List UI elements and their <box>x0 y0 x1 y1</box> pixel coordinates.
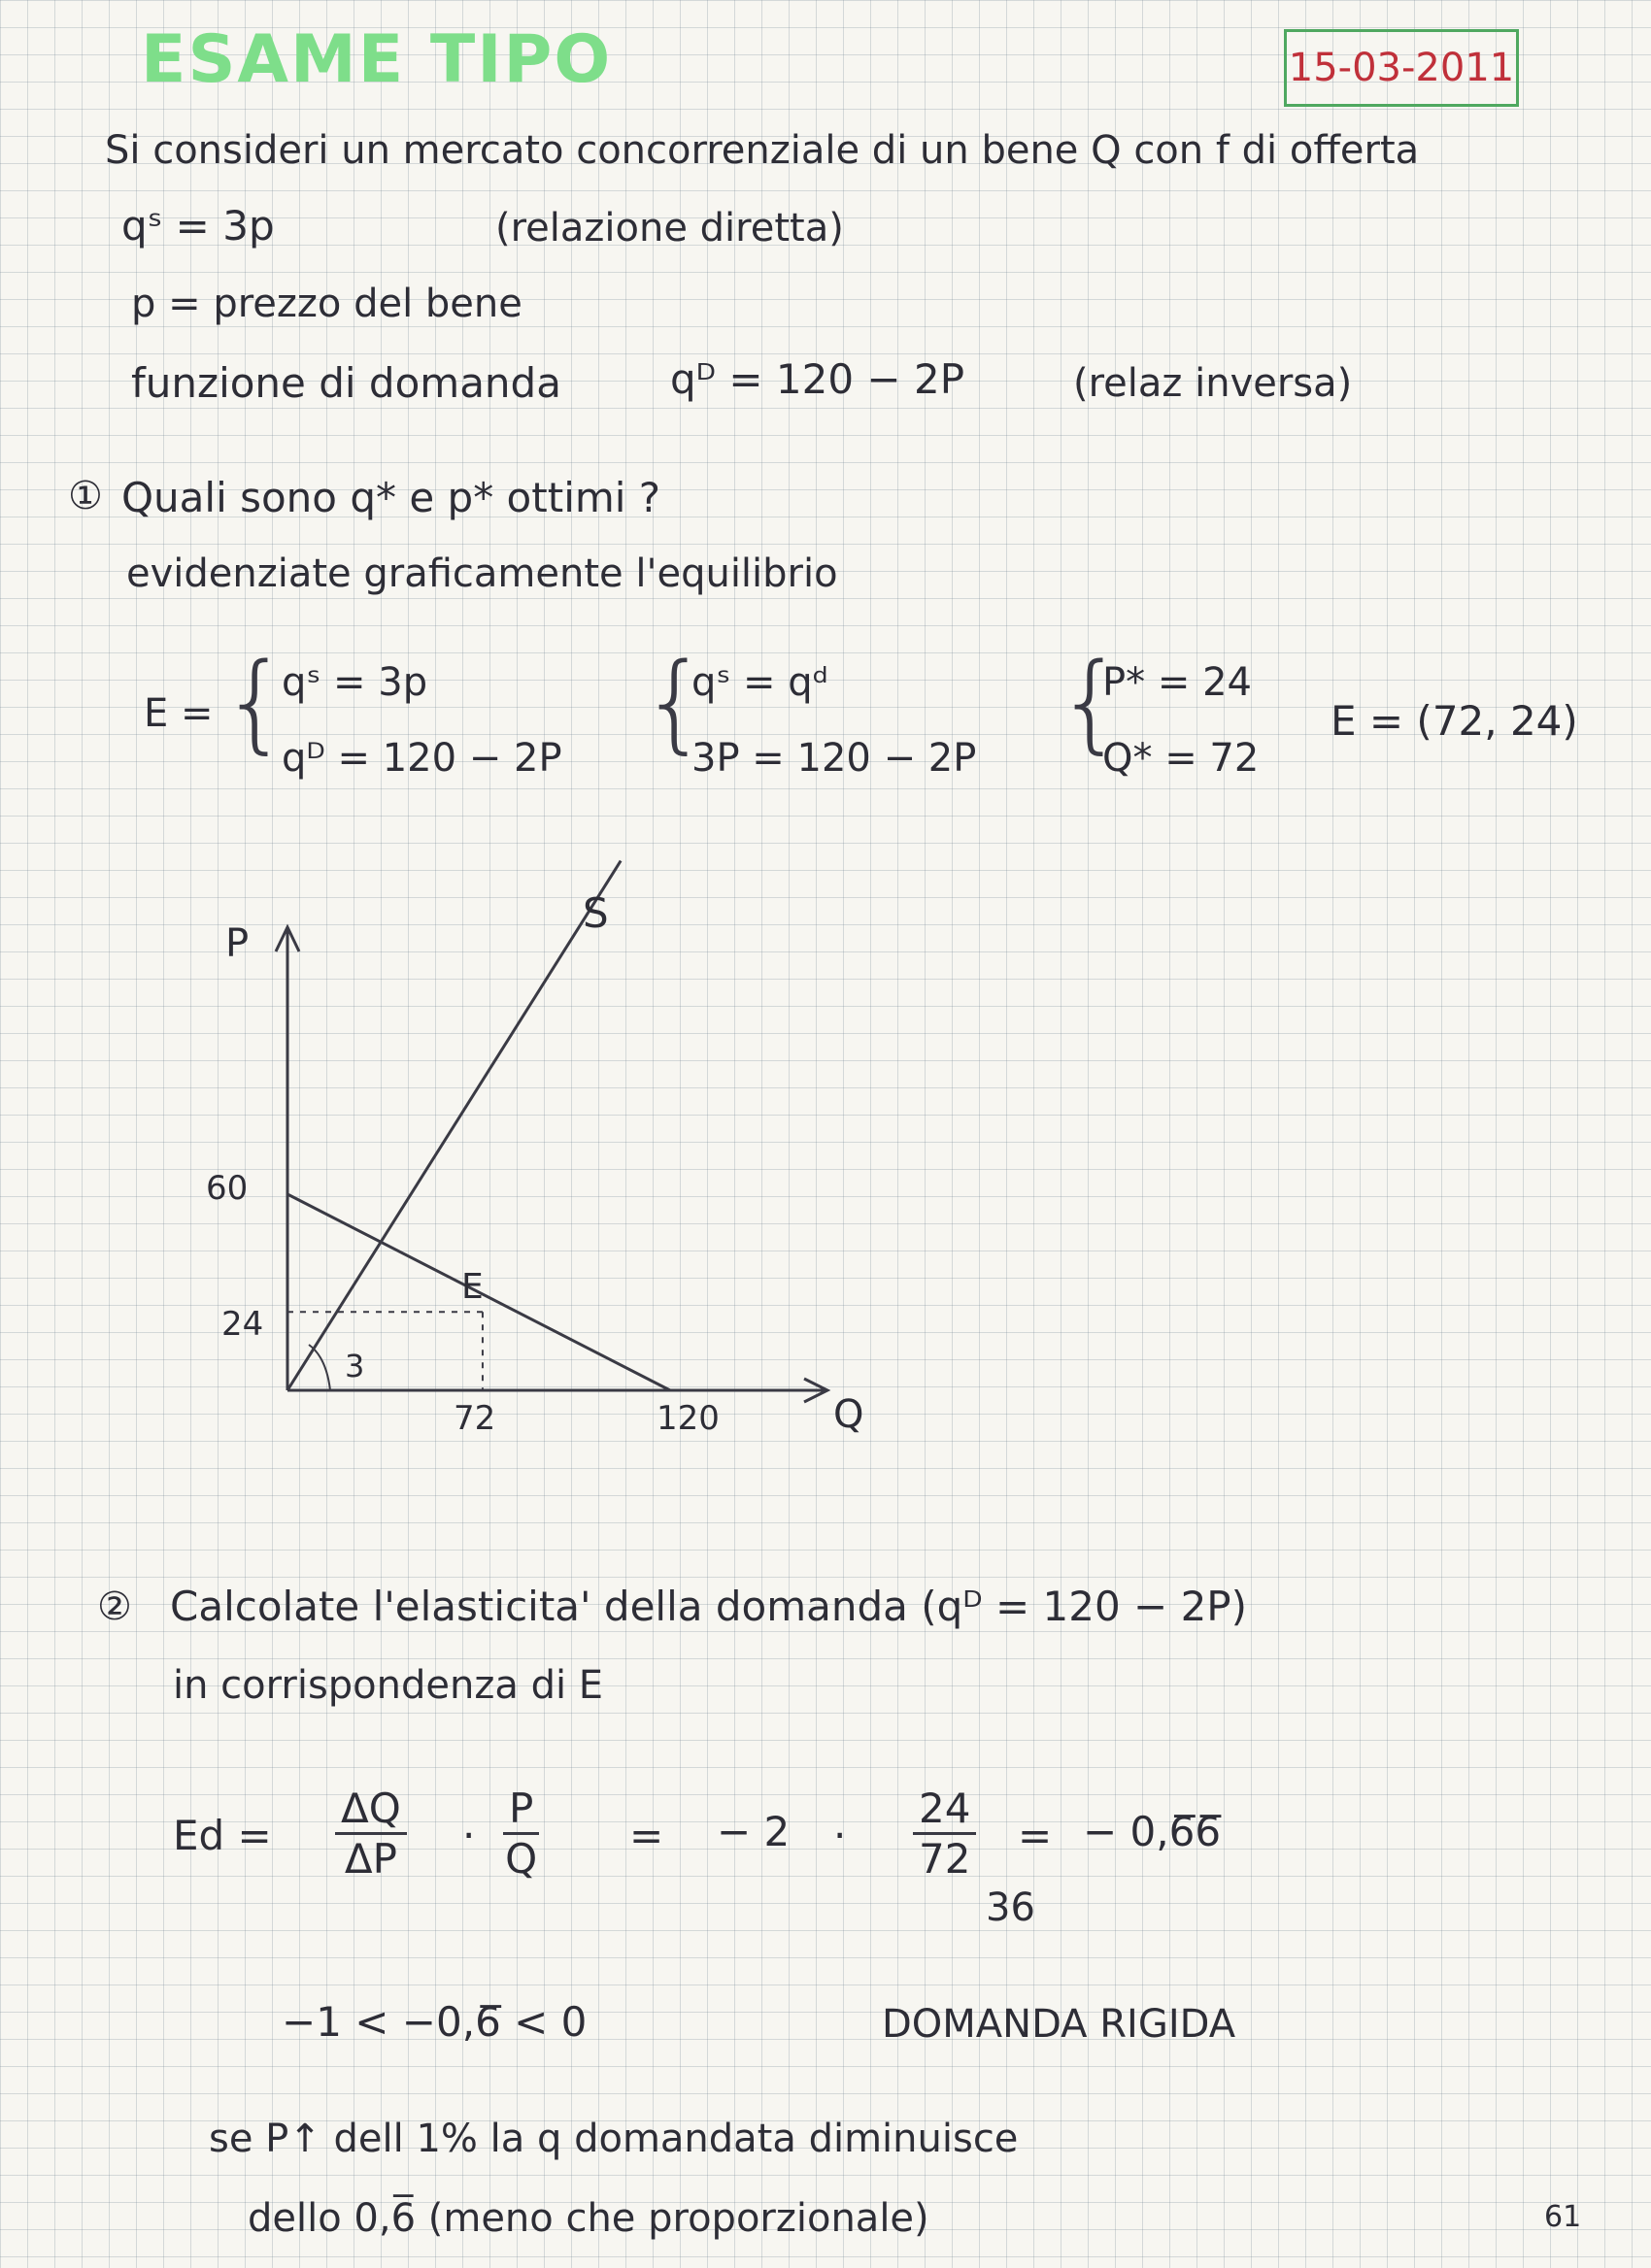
tick-60: 60 <box>206 1169 249 1208</box>
question-1-number: ① <box>68 474 103 518</box>
tick-120: 120 <box>657 1399 720 1438</box>
frac-p: P <box>503 1784 539 1835</box>
demand-note: (relaz inversa) <box>1073 361 1353 406</box>
question-2-text: Calcolate l'elasticita' della domanda (qᴰ = 120 − 2P) <box>170 1583 1248 1630</box>
numerator-24: 24 <box>913 1784 976 1835</box>
system-label: E = <box>144 691 214 736</box>
multiply-dot-1: · <box>462 1812 476 1859</box>
p-axis-label: P <box>225 921 250 966</box>
brace-2: { <box>641 640 709 764</box>
slope-label: 3 <box>345 1348 365 1384</box>
supply-line <box>287 861 621 1390</box>
delta-fraction <box>335 1784 407 1883</box>
question-2-number: ② <box>97 1584 132 1629</box>
system-3-line-1: P* = 24 <box>1102 660 1252 705</box>
equilibrium-point: E = (72, 24) <box>1331 697 1578 745</box>
brace-3: { <box>1057 640 1125 764</box>
simplified-36: 36 <box>986 1885 1035 1930</box>
brace-1: { <box>221 640 289 764</box>
minus-two: − 2 <box>717 1808 791 1855</box>
explanation-line-1: se P↑ dell 1% la q domandata diminuisce <box>209 2117 1019 2161</box>
frac-q: Q <box>505 1835 538 1883</box>
supply-note: (relazione diretta) <box>495 206 844 250</box>
p-over-q-fraction <box>503 1784 539 1883</box>
elasticity-result: − 0,6̅6̅ <box>1083 1808 1222 1855</box>
explanation-line-2: dello 0,6̅ (meno che proporzionale) <box>248 2196 929 2241</box>
equals-1: = <box>629 1812 664 1859</box>
question-2-subtext: in corrispondenza di E <box>173 1663 604 1708</box>
supply-label: S <box>583 889 609 937</box>
system-1-line-1: qˢ = 3p <box>282 660 428 705</box>
ratio-fraction <box>913 1784 976 1883</box>
equals-2: = <box>1018 1812 1053 1859</box>
system-2-line-2: 3P = 120 − 2P <box>691 736 977 781</box>
elasticity-symbol: Ed = <box>173 1812 272 1859</box>
system-2-line-1: qˢ = qᵈ <box>691 660 828 705</box>
supply-function: qˢ = 3p <box>121 202 275 250</box>
price-definition: p = prezzo del bene <box>131 282 522 326</box>
demand-rigid: DOMANDA RIGIDA <box>882 2002 1236 2047</box>
tick-24: 24 <box>221 1305 264 1345</box>
page-title: ESAME TIPO <box>141 21 613 98</box>
multiply-dot-2: · <box>833 1812 847 1859</box>
date-text: 15-03-2011 <box>1288 46 1515 90</box>
delta-q: ΔQ <box>335 1784 407 1835</box>
denominator-72: 72 <box>919 1835 971 1883</box>
eq-label: E <box>460 1267 484 1308</box>
tick-72: 72 <box>453 1399 496 1438</box>
system-3-line-2: Q* = 72 <box>1102 736 1260 781</box>
q-axis-label: Q <box>833 1392 864 1437</box>
delta-p: ΔP <box>344 1835 397 1883</box>
demand-label: funzione di domanda <box>131 359 561 407</box>
intro-line: Si consideri un mercato concorrenziale di un bene Q con f di offerta <box>105 128 1420 173</box>
question-1-instruction: evidenziate graficamente l'equilibrio <box>126 551 838 596</box>
demand-function: qᴰ = 120 − 2P <box>670 355 965 403</box>
page-number: 61 <box>1544 2200 1582 2234</box>
elasticity-inequality: −1 < −0,6̅ < 0 <box>282 1998 588 2046</box>
system-1-line-2: qᴰ = 120 − 2P <box>282 736 562 781</box>
question-1-text: Quali sono q* e p* ottimi ? <box>121 474 661 521</box>
